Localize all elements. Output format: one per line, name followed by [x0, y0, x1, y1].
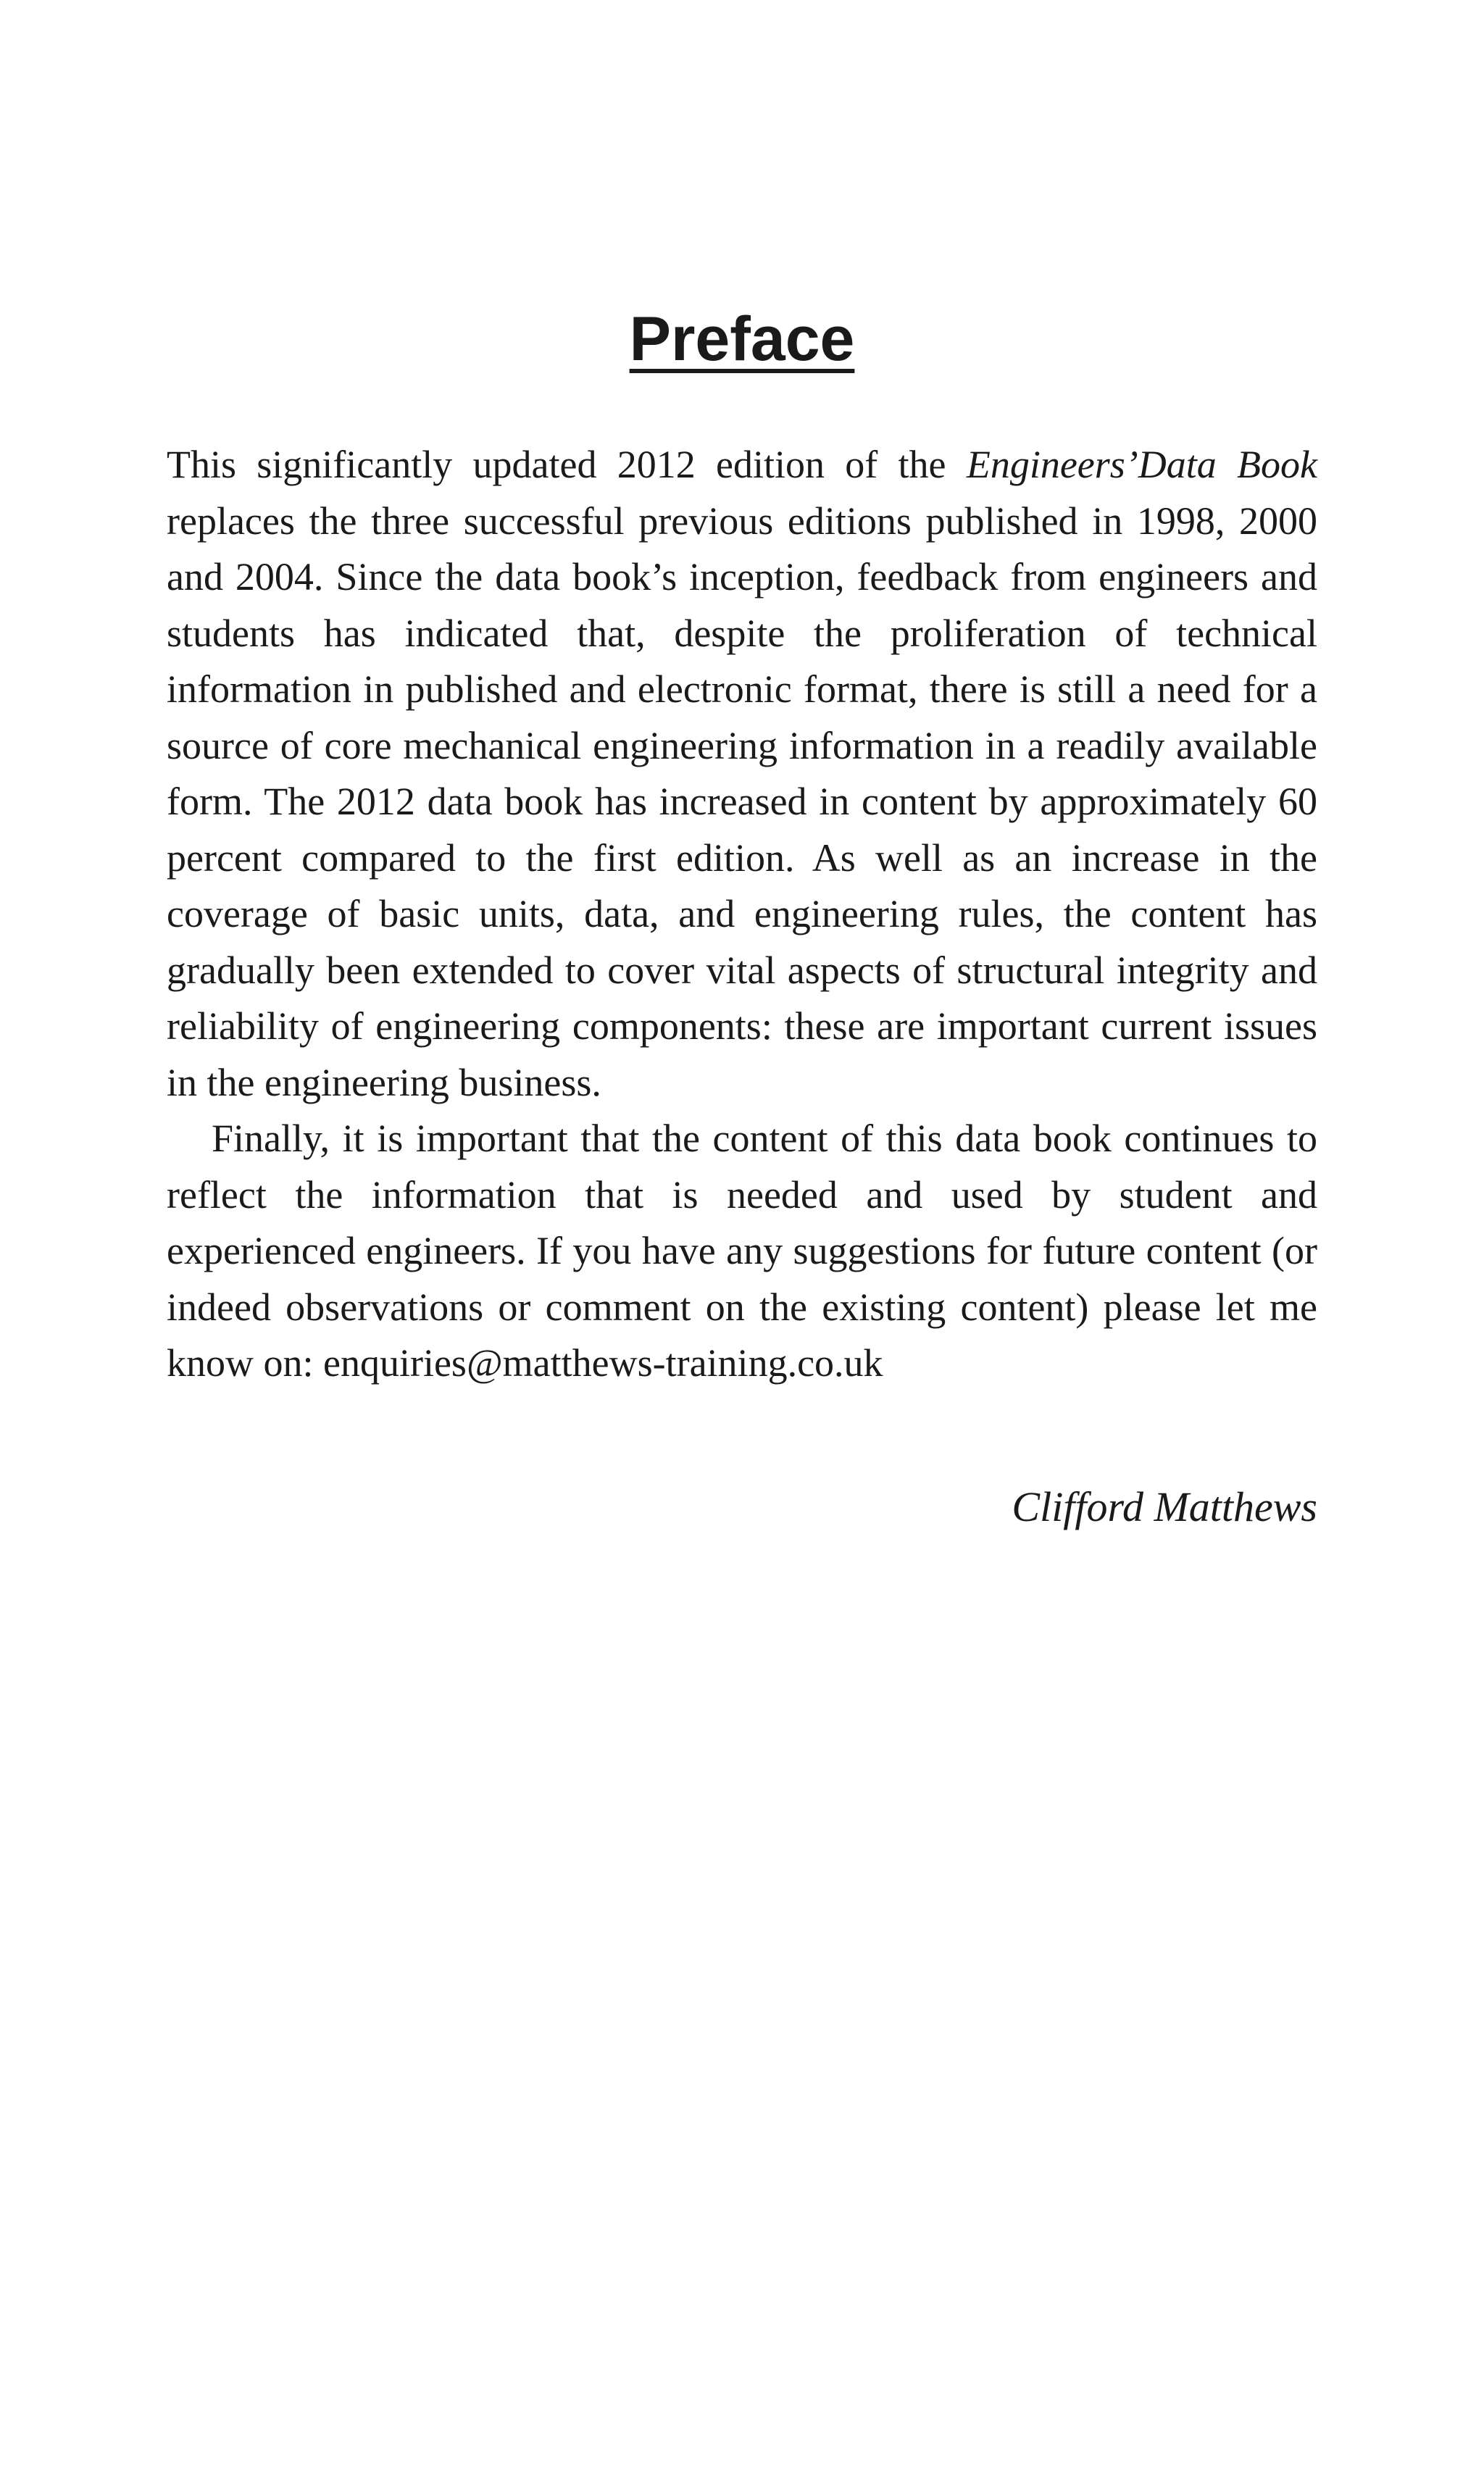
preface-paragraph-2: Finally, it is important that the content of this data book continues to reflect the information that is needed and used by student and experienced engineers. If you have any suggestions for future content (or indeed observations or comment on the existing content) please let me know on: enquiries@matthews-training.co.uk [167, 1117, 1317, 1385]
author-signature: Clifford Matthews [1012, 1483, 1317, 1530]
preface-body [167, 437, 1317, 1392]
preface-paragraph-1 [167, 437, 1317, 1111]
page-title [0, 303, 1484, 375]
page-title-text: Preface [629, 304, 855, 374]
paragraph-1-intro: This significantly updated 2012 edition of the [167, 443, 967, 486]
book-title: Engineers’Data Book [966, 443, 1318, 486]
paragraph-1-rest: replaces the three successful previous editions published in 1998, 2000 and 2004. Since the data book’s inception, feedback from engineers and students has indicated that, despite the proliferation of technical information in published and electronic format, there is still a need for a source of core mechanical engineering information in a readily available form. The 2012 data book has increased in content by approximately 60 percent compared to the first edition. As well as an increase in the coverage of basic units, data, and engineering rules, the content has gradually been extended to cover vital aspects of structural integrity and reliability of engineering components: these are important current issues in the engineering business. [167, 499, 1317, 1104]
